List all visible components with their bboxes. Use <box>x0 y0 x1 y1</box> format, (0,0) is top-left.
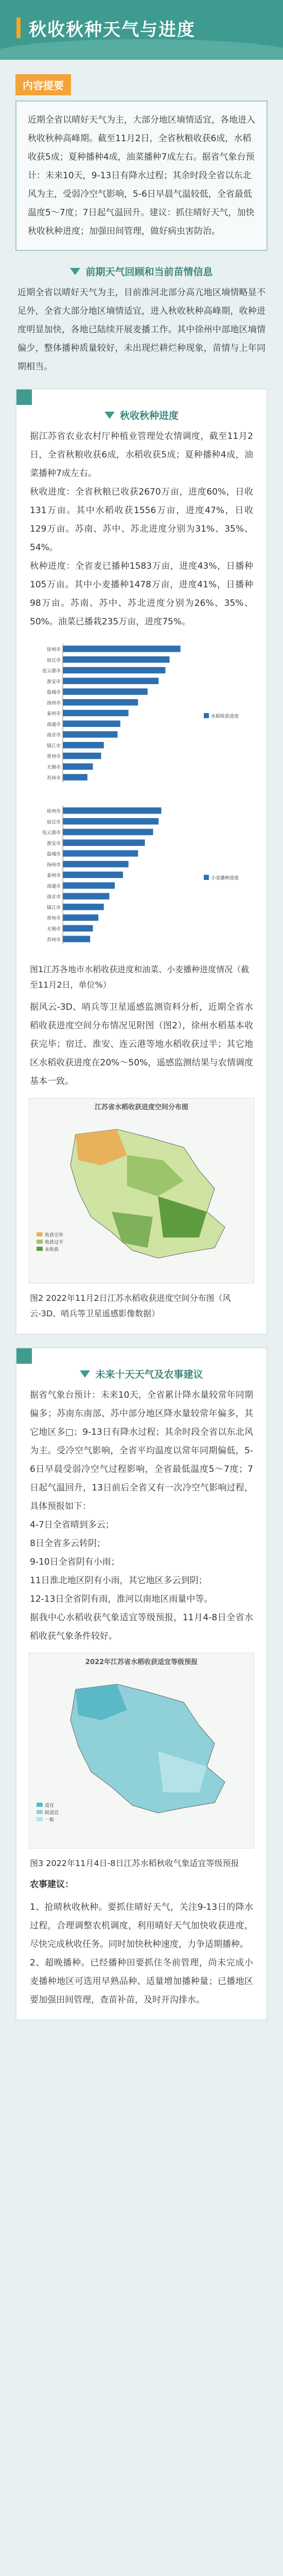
chart-wheat-sowing <box>27 800 256 955</box>
suitability-map <box>29 1653 254 1849</box>
section-2-text-1: 据江苏省农业农村厅种植业管理处农情调度，截至11月2日，全省秋粮收获6成，水稻收获5成；夏种播种4成，油菜播种7成左右。 <box>30 431 253 479</box>
bar <box>63 936 90 942</box>
bar <box>63 925 93 931</box>
tick-label: 泰州市 <box>46 711 61 717</box>
bar <box>63 904 104 910</box>
tick-label: 南通市 <box>46 884 61 889</box>
figure-3-caption: 图3 2022年11月4日-8日江苏水稻秋收气象适宜等级预报 <box>30 1858 239 1868</box>
section-2-text-2: 秋收进度：全省秋粮已收获2670万亩，进度60%，日收131万亩。其中水稻收获1556万亩，进度47%，日收129万亩。苏南、苏中、苏北进度分别为31%、35%、54%。 <box>30 487 253 553</box>
bar <box>63 914 98 921</box>
tick-label: 连云港市 <box>42 669 61 674</box>
bar <box>63 883 115 889</box>
advice-title: 农事建议： <box>30 1879 74 1890</box>
svg-text:收获过半: 收获过半 <box>45 1240 64 1245</box>
bar <box>63 688 148 694</box>
bar <box>63 731 117 737</box>
bar <box>63 742 104 748</box>
tick-label: 徐州市 <box>46 809 61 815</box>
bar <box>63 721 120 727</box>
section-2-title: 秋收秋种进度 <box>119 410 179 421</box>
bar <box>63 699 138 705</box>
tick-label: 盐城市 <box>46 852 61 857</box>
tick-label: 扬州市 <box>46 862 61 868</box>
section-3-title: 未来十天天气及农事建议 <box>95 1369 203 1380</box>
tick-label: 南通市 <box>46 722 61 727</box>
triangle-icon <box>80 1370 90 1378</box>
advice-2: 2、超晚播种。已经播种田要抓住冬前管理，尚未完成小麦播种地区可选用早熟品种、适量增加播种量；已播地区要加强田间管理，查苗补苗，及时开沟排水。 <box>30 1958 253 2005</box>
forecast-1: 4-7日全省晴到多云； <box>30 1520 114 1530</box>
bar <box>63 839 145 845</box>
jiangsu-map-1 <box>29 1098 254 1282</box>
bar <box>63 829 153 835</box>
figure-1-caption: 图1江苏各地市水稻收获进度和油菜、小麦播种进度情况（截至11月2日，单位%） <box>30 964 250 990</box>
triangle-icon <box>104 412 115 419</box>
forecast-box <box>15 1347 268 2021</box>
tick-label: 苏州市 <box>46 775 61 781</box>
section-2-text-4: 据风云-3D、哨兵等卫星遥感监测资料分析，近期全省水稻收获进度空间分布情况见附图（图2），徐州水稻基本收获完毕；宿迁、淮安、连云港等地水稻收获过半；其它地区水稻收获进度在20%～50%，遥感监测结果与农情调度基本一致。 <box>30 1002 253 1087</box>
bar <box>63 807 162 814</box>
tick-label: 连云港市 <box>42 831 61 836</box>
forecast-5: 12-13日全省阴有雨，淮河以南地区雨量中等。 <box>30 1594 213 1604</box>
legend-swatch <box>204 875 209 880</box>
section-3-text-2: 据我中心水稻收获气象适宜等级预报，11月4-8日全省水稻收获气象条件较好。 <box>30 1613 253 1641</box>
svg-text:未收获: 未收获 <box>45 1247 59 1252</box>
jiangsu-map-2 <box>29 1653 254 1847</box>
tick-label: 宿迁市 <box>46 658 61 664</box>
corner-decoration <box>16 1348 32 1364</box>
bar <box>63 667 166 673</box>
forecast-2: 8日全省多云转阴； <box>30 1538 105 1549</box>
tick-label: 南京市 <box>46 894 61 900</box>
section-1-title: 前期天气回顾和当前苗情信息 <box>85 266 213 278</box>
section-3-text-1: 据省气象台预计：未来10天，全省累计降水量较常年同期偏多；苏南东南部、苏中部分地区降水量较常年偏多，其它地区多□；9-13日有降水过程；其余时段全省以东北风为主。受冷空气影响，全省平均温度以常年同期偏低，5-6日早晨受弱冷空气过程影响，全省最低温度5～7度；7日起气温回升，13日前后全省又有一次冷空气影响过程，具体预报如下： <box>30 1390 253 1512</box>
page-title: 秋收秋种天气与进度 <box>29 20 196 40</box>
advice-1: 1、抢晴秋收秋种。要抓住晴好天气，关注9-13日的降水过程，合理调整农机调度，利用晴好天气加快收获进度，尽快完成秋收任务。同时加快秋种速度，力争适期播种。 <box>30 1902 253 1950</box>
section-2-heading <box>27 408 256 422</box>
corner-decoration <box>16 389 32 405</box>
tick-label: 无锡市 <box>46 927 61 932</box>
tick-label: 盐城市 <box>46 690 61 696</box>
summary-box: 近期全省以晴好天气为主，大部分地区墒情适宜，各地进入秋收秋种高峰期。截至11月2日，全省秋粮收获6成，水稻收获5成；夏种播种4成，油菜播种7成左右。据省气象台预计：未来10天，9-13日有降水过程；其余时段全省以东北风为主，受弱冷空气影响，5-6日早晨气温较低，全省最低温度5～7度；7日起气温回升。建议：抓住晴好天气，加快秋收秋种进度；加强田间管理，做好病虫害防治。 <box>15 100 268 251</box>
tick-label: 苏州市 <box>46 937 61 943</box>
svg-text:较适宜: 较适宜 <box>45 1810 59 1816</box>
header-banner <box>0 0 283 60</box>
tick-label: 扬州市 <box>46 701 61 706</box>
rice-harvest-map <box>29 1098 254 1283</box>
tick-label: 徐州市 <box>46 647 61 653</box>
bar <box>63 818 158 824</box>
bar <box>63 753 101 759</box>
bar <box>63 774 87 780</box>
legend-label: 水稻收获进度 <box>211 714 239 719</box>
map-1-title: 江苏省水稻收获进度空间分布图 <box>94 1104 188 1111</box>
forecast-3: 9-10日全省阴有小雨； <box>30 1557 120 1567</box>
bar <box>63 677 158 684</box>
section-3-heading <box>27 1367 256 1381</box>
chart-rice-harvest <box>27 638 256 793</box>
tick-label: 南京市 <box>46 733 61 738</box>
bar <box>63 893 109 899</box>
title-accent-bar <box>16 18 21 38</box>
bar <box>63 764 93 770</box>
bar <box>63 861 129 867</box>
tick-label: 常州市 <box>46 916 61 922</box>
bar <box>63 656 169 663</box>
tick-label: 泰州市 <box>46 873 61 879</box>
tick-label: 镇江市 <box>46 905 61 911</box>
section-1-text: 近期全省以晴好天气为主，目前淮河北部分高亢地区墒情略显不足外，全省大部分地区墒情适宜，进入秋收秋种高峰期，收种进度明显加快，各地已陆续开展麦播工作。其中徐州中部地区墒情偏少，整体播种质量较好，未出现烂耕烂种现象，苗情与上年同期相当。 <box>17 287 266 372</box>
header-wave <box>0 39 283 60</box>
legend-label: 小麦播种进度 <box>211 876 239 881</box>
bar <box>63 710 129 716</box>
legend-swatch <box>204 713 209 718</box>
tick-label: 宿迁市 <box>46 820 61 825</box>
bar <box>63 850 138 856</box>
tick-label: 淮安市 <box>46 841 61 846</box>
tick-label: 镇江市 <box>46 743 61 749</box>
forecast-4: 11日淮北地区阴有小雨，其它地区多云到阴； <box>30 1575 207 1586</box>
section-2-text-3: 秋种进度：全省麦已播种1583万亩，进度43%，日播种105万亩。其中小麦播种1478万亩，进度41%，日播种98万亩。苏南、苏中、苏北进度分别为26%、35%、50%。油菜已播栽235万亩，进度75%。 <box>30 561 253 627</box>
bar <box>63 646 181 652</box>
figure-2-caption: 图2 2022年11月2日江苏水稻收获进度空间分布图（风云-3D、哨兵等卫星遥感影像数据） <box>30 1293 231 1318</box>
bar <box>63 872 123 878</box>
progress-box <box>15 388 268 1335</box>
tick-label: 常州市 <box>46 754 61 760</box>
svg-text:一般: 一般 <box>45 1818 55 1823</box>
triangle-icon <box>70 268 80 275</box>
section-1-heading <box>0 264 283 278</box>
map-2-title: 2022年江苏省水稻收获适宜等级预报 <box>85 1658 198 1666</box>
svg-text:收获完毕: 收获完毕 <box>45 1233 64 1238</box>
tick-label: 淮安市 <box>46 679 61 685</box>
summary-label: 内容提要 <box>15 74 71 95</box>
svg-text:适宜: 适宜 <box>45 1803 55 1808</box>
tick-label: 无锡市 <box>46 765 61 770</box>
